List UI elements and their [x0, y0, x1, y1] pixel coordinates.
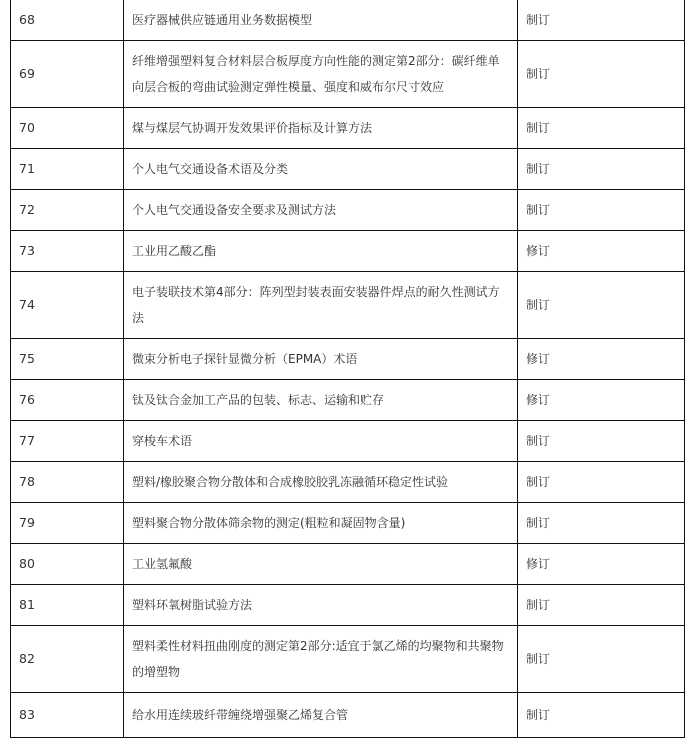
row-number: 83	[11, 693, 124, 738]
standard-name: 塑料聚合物分散体筛余物的测定(粗粒和凝固物含量)	[124, 503, 518, 544]
revision-type: 制订	[518, 585, 685, 626]
standard-name: 医疗器械供应链通用业务数据模型	[124, 0, 518, 41]
table-row	[11, 693, 685, 738]
revision-type: 制订	[518, 421, 685, 462]
revision-type: 制订	[518, 149, 685, 190]
standard-name: 电子装联技术第4部分：阵列型封装表面安装器件焊点的耐久性测试方法	[124, 272, 518, 339]
table-row	[11, 108, 685, 149]
table-row	[11, 231, 685, 272]
row-number: 79	[11, 503, 124, 544]
standard-name: 工业用乙酸乙酯	[124, 231, 518, 272]
standard-name: 塑料柔性材料扭曲刚度的测定第2部分:适宜于氯乙烯的均聚物和共聚物的增塑物	[124, 626, 518, 693]
standard-name: 煤与煤层气协调开发效果评价指标及计算方法	[124, 108, 518, 149]
table-row	[11, 585, 685, 626]
row-number: 68	[11, 0, 124, 41]
table-row	[11, 462, 685, 503]
row-number: 78	[11, 462, 124, 503]
standard-name: 个人电气交通设备术语及分类	[124, 149, 518, 190]
revision-type: 制订	[518, 503, 685, 544]
row-number: 72	[11, 190, 124, 231]
table-row	[11, 0, 685, 41]
table-row	[11, 544, 685, 585]
table-row	[11, 190, 685, 231]
revision-type: 修订	[518, 339, 685, 380]
table-row	[11, 421, 685, 462]
row-number: 71	[11, 149, 124, 190]
standard-name: 钛及钛合金加工产品的包装、标志、运输和贮存	[124, 380, 518, 421]
table-row	[11, 41, 685, 108]
table-row	[11, 272, 685, 339]
row-number: 81	[11, 585, 124, 626]
revision-type: 制订	[518, 693, 685, 738]
table-row	[11, 380, 685, 421]
standards-table	[10, 0, 685, 738]
standard-name: 塑料环氧树脂试验方法	[124, 585, 518, 626]
revision-type: 制订	[518, 108, 685, 149]
standard-name: 穿梭车术语	[124, 421, 518, 462]
row-number: 70	[11, 108, 124, 149]
row-number: 77	[11, 421, 124, 462]
standard-name: 微束分析电子探针显微分析（EPMA）术语	[124, 339, 518, 380]
revision-type: 制订	[518, 0, 685, 41]
revision-type: 制订	[518, 462, 685, 503]
row-number: 76	[11, 380, 124, 421]
row-number: 80	[11, 544, 124, 585]
standard-name: 塑料/橡胶聚合物分散体和合成橡胶胶乳冻融循环稳定性试验	[124, 462, 518, 503]
revision-type: 制订	[518, 626, 685, 693]
row-number: 74	[11, 272, 124, 339]
revision-type: 修订	[518, 544, 685, 585]
row-number: 75	[11, 339, 124, 380]
row-number: 82	[11, 626, 124, 693]
table-row	[11, 149, 685, 190]
revision-type: 修订	[518, 380, 685, 421]
revision-type: 制订	[518, 190, 685, 231]
standard-name: 工业氢氟酸	[124, 544, 518, 585]
table-row	[11, 339, 685, 380]
revision-type: 修订	[518, 231, 685, 272]
standards-table-body	[11, 0, 685, 738]
table-row	[11, 626, 685, 693]
standard-name: 给水用连续玻纤带缠绕增强聚乙烯复合管	[124, 693, 518, 738]
revision-type: 制订	[518, 272, 685, 339]
standard-name: 个人电气交通设备安全要求及测试方法	[124, 190, 518, 231]
revision-type: 制订	[518, 41, 685, 108]
row-number: 73	[11, 231, 124, 272]
row-number: 69	[11, 41, 124, 108]
standard-name: 纤维增强塑料复合材料层合板厚度方向性能的测定第2部分：碳纤维单向层合板的弯曲试验测定弹性模量、强度和威布尔尺寸效应	[124, 41, 518, 108]
table-row	[11, 503, 685, 544]
